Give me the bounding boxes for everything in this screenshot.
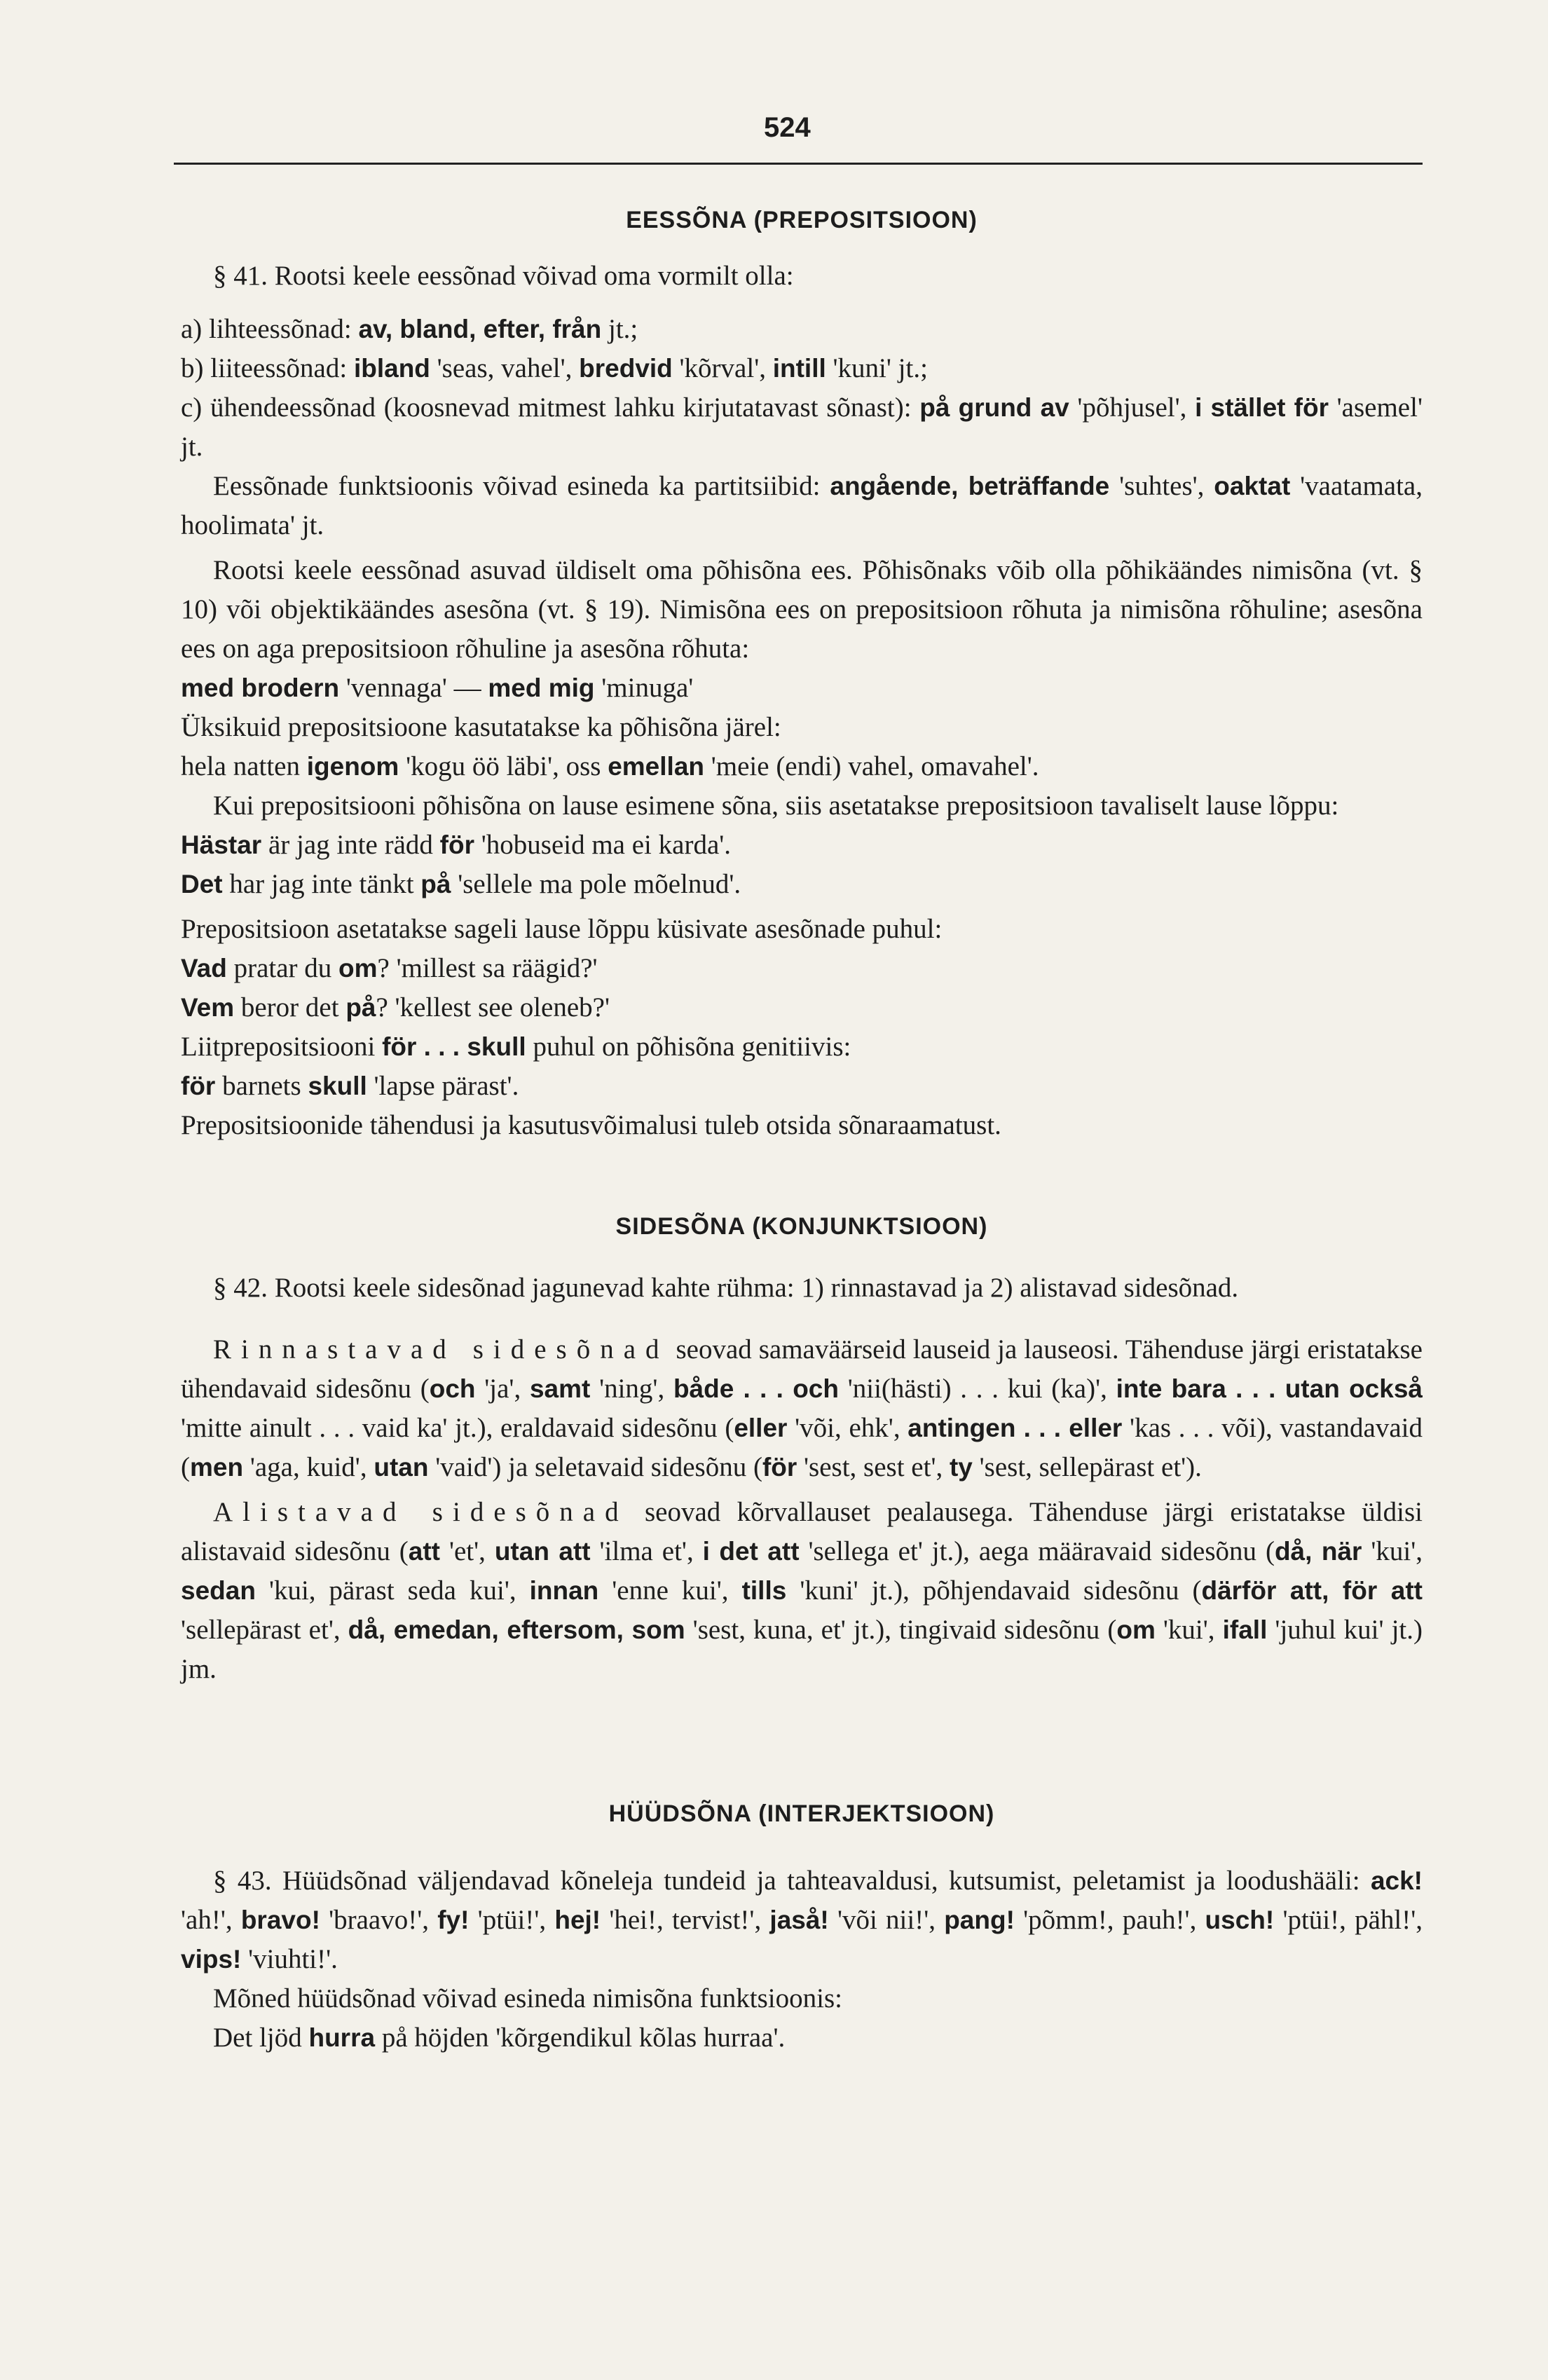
paragraph-participles: Eessõnade funktsioonis võivad esineda ka partitsiibid: angående, beträffande 'suhtes', oaktat 'vaatamata, hoolimata' jt. xyxy=(181,471,1423,540)
paragraph-questions: Prepositsioon asetatakse sageli lause lõppu küsivate asesõnade puhul: xyxy=(181,914,943,944)
example-for-barnets: för barnets skull 'lapse pärast'. xyxy=(181,1071,519,1101)
paragraph-41-intro: § 41. Rootsi keele eessõnad võivad oma vormilt olla: xyxy=(213,261,794,291)
section-title-huudsona: HÜÜDSÕNA (INTERJEKTSIOON) xyxy=(608,1800,995,1827)
paragraph-rinnastavad: Rinnastavad sidesõnad seovad samaväärseid lauseid ja lauseosi. Tähenduse järgi eristatakse ühendavaid sidesõnu (och 'ja', samt 'ning', både . . . och 'nii(hästi) . . . kui (ka)', inte bara . . . utan också 'mitte ainult . . . vaid ka' jt.), eraldavaid sidesõnu (eller 'või, ehk', antingen . . . eller 'kas . . . või), vastandavaid (men 'aga, kuid', utan 'vaid') ja seletavaid sidesõnu (för 'sest, sest et', ty 'sest, sellepärast et'). xyxy=(181,1334,1423,1482)
list-item-a: a) lihteessõnad: av, bland, efter, från jt.; xyxy=(181,314,638,344)
paragraph-dictionary: Prepositsioonide tähendusi ja kasutusvõimalusi tuleb otsida sõnaraamatust. xyxy=(181,1110,1001,1140)
header-rule xyxy=(174,163,1423,165)
section-title-sidesona: SIDESÕNA (KONJUNKTSIOON) xyxy=(615,1213,988,1240)
example-hastar: Hästar är jag inte rädd för 'hobuseid ma ei karda'. xyxy=(181,830,732,860)
example-vem: Vem beror det på? 'kellest see oleneb?' xyxy=(181,992,610,1023)
paragraph-sentence-end: Kui prepositsiooni põhisõna on lause esimene sõna, siis asetatakse prepositsioon tavaliselt lause lõppu: xyxy=(213,791,1339,821)
list-item-b: b) liiteessõnad: ibland 'seas, vahel', bredvid 'kõrval', intill 'kuni' jt.; xyxy=(181,353,928,383)
page-content xyxy=(181,175,1423,2058)
example-med-brodern: med brodern 'vennaga' — med mig 'minuga' xyxy=(181,673,694,703)
paragraph-postposition: Üksikuid prepositsioone kasutatakse ka põhisõna järel: xyxy=(181,712,781,742)
example-det: Det har jag inte tänkt på 'sellele ma pole mõelnud'. xyxy=(181,869,741,899)
section-title-eessona: EESSÕNA (PREPOSITSIOON) xyxy=(626,207,978,233)
paragraph-42-intro: § 42. Rootsi keele sidesõnad jagunevad kahte rühma: 1) rinnastavad ja 2) alistavad sidesõnad. xyxy=(213,1273,1239,1303)
example-hurra: Det ljöd hurra på höjden 'kõrgendikul kõlas hurraa'. xyxy=(213,2023,786,2053)
paragraph-noun-function: Mõned hüüdsõnad võivad esineda nimisõna funktsioonis: xyxy=(213,1983,842,2013)
example-vad: Vad pratar du om? 'millest sa räägid?' xyxy=(181,953,598,983)
paragraph-position: Rootsi keele eessõnad asuvad üldiselt oma põhisõna ees. Põhisõnaks võib olla põhikäändes nimisõna (vt. § 10) või objektikäändes asesõna (vt. § 19). Nimisõna ees on prepositsioon rõhuta ja nimisõna rõhuline; asesõna ees on aga prepositsioon rõhuline ja asesõna rõhuta: xyxy=(181,555,1423,664)
example-hela-natten: hela natten igenom 'kogu öö läbi', oss emellan 'meie (endi) vahel, omavahel'. xyxy=(181,751,1039,781)
paragraph-alistavad: Alistavad sidesõnad seovad kõrvallauset pealausega. Tähenduse järgi eristatakse üldisi alistavaid sidesõnu (att 'et', utan att 'ilma et', i det att 'sellega et' jt.), aega määravaid sidesõnu (då, när 'kui', sedan 'kui, pärast seda kui', innan 'enne kui', tills 'kuni' jt.), põhjendavaid sidesõnu (därför att, för att 'sellepärast et', då, emedan, eftersom, som 'sest, kuna, et' jt.), tingivaid sidesõnu (om 'kui', ifall 'juhul kui' jt.) jm. xyxy=(181,1497,1423,1684)
paragraph-compound: Liitprepositsiooni för . . . skull puhul on põhisõna genitiivis: xyxy=(181,1032,851,1062)
paragraph-43: § 43. Hüüdsõnad väljendavad kõneleja tundeid ja tahteavaldusi, kutsumist, peletamist ja loodushääli: ack! 'ah!', bravo! 'braavo!', fy! 'ptüi!', hej! 'hei!, tervist!', jaså! 'või nii!', pang! 'põmm!, pauh!', usch! 'ptüi!, pähl!', vips! 'viuhti!'. xyxy=(181,1866,1423,1974)
page-number: 524 xyxy=(764,112,811,143)
list-item-c: c) ühendeessõnad (koosnevad mitmest lahku kirjutatavast sõnast): på grund av 'põhjusel', i stället för 'asemel' jt. xyxy=(181,392,1423,462)
